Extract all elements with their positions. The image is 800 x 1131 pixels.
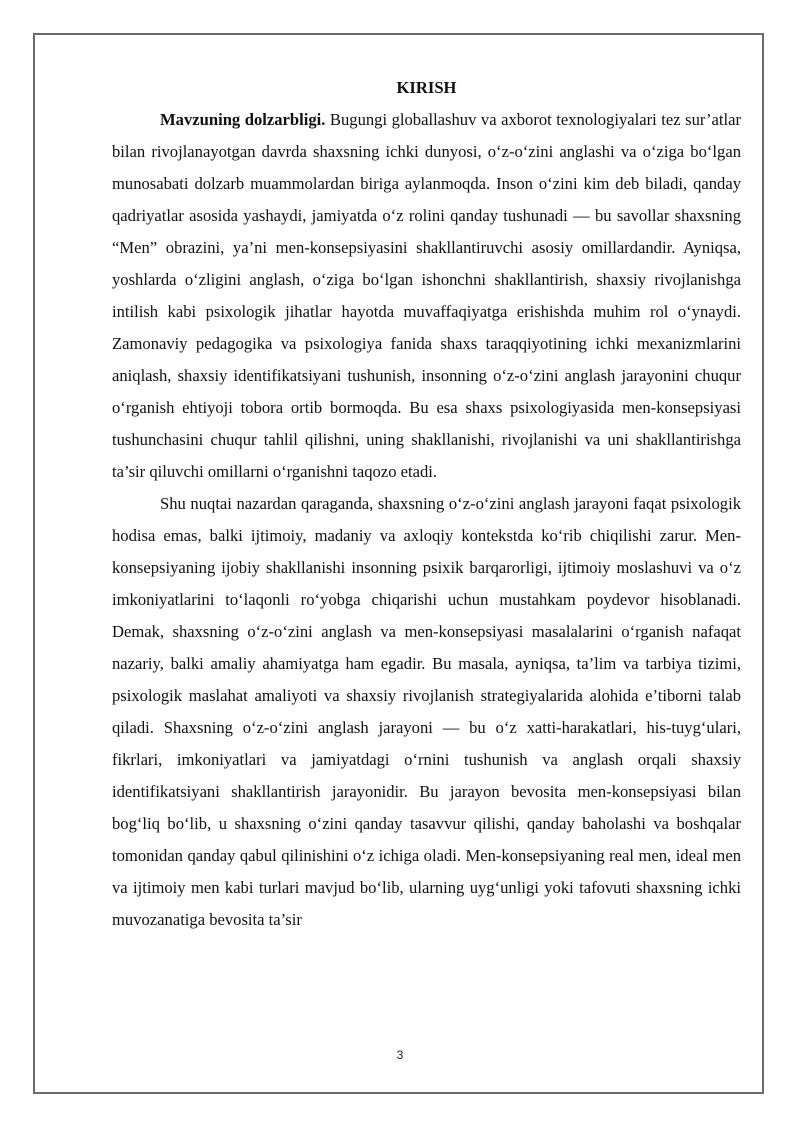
paragraph-self-awareness	[112, 488, 741, 936]
section-heading: KIRISH	[396, 78, 457, 97]
page-number: 3	[396, 1048, 404, 1062]
paragraph-text: Bugungi globallashuv va axborot texnologiyalari tez sur’atlar bilan rivojlanayotgan davrda shaxsning ichki dunyosi, o‘z-o‘zini anglashi va o‘ziga bo‘lgan munosabati dolzarb muammolardan biriga aylanmoqda. Inson o‘zini kim deb biladi, qanday qadriyatlar asosida yashaydi, jamiyatda o‘z rolini qanday tushunadi — bu savollar shaxsning “Men” obrazini, ya’ni men-konsepsiyasini shakllantiruvchi asosiy omillardandir. Ayniqsa, yoshlarda o‘zligini anglash, o‘ziga bo‘lgan ishonchni shakllantirish, shaxsiy rivojlanishga intilish kabi psixologik jihatlar hayotda muvaffaqiyatga erishishda muhim rol o‘ynaydi. Zamonaviy pedagogika va psixologiya fanida shaxs taraqqiyotining ichki mexanizmlarini aniqlash, shaxsiy identifikatsiyani tushunish, insonning o‘z-o‘zini anglash jarayonini chuqur o‘rganish ehtiyoji tobora ortib bormoqda. Bu esa shaxs psixologiyasida men-konsepsiyasi tushunchasini chuqur tahlil qilishni, uning shakllanishi, rivojlanishi va uni shakllantirishga ta’sir qiluvchi omillarni o‘rganishni taqozo etadi.	[112, 110, 742, 481]
document-body	[112, 72, 741, 936]
paragraph-text: Shu nuqtai nazardan qaraganda, shaxsning o‘z-o‘zini anglash jarayoni faqat psixologik hodisa emas, balki ijtimoiy, madaniy va axloqiy kontekstda ko‘rib chiqilishi zarur. Men-konsepsiyaning ijobiy shakllanishi insonning psixik barqarorligi, ijtimoiy moslashuvi va o‘z imkoniyatlarini to‘laqonli ro‘yobga chiqarishi uchun mustahkam poydevor hisoblanadi. Demak, shaxsning o‘z-o‘zini anglash va men-konsepsiyasi masalalarini o‘rganish nafaqat nazariy, balki amaliy ahamiyatga ham egadir. Bu masala, ayniqsa, ta’lim va tarbiya tizimi, psixologik maslahat amaliyoti va shaxsiy rivojlanish strategiyalarida alohida e’tiborni talab qiladi. Shaxsning o‘z-o‘zini anglash jarayoni — bu o‘z xatti-harakatlari, his-tuyg‘ulari, fikrlari, imkoniyatlari va jamiyatdagi o‘rnini tushunish va anglash orqali shaxsiy identifikatsiyani shakllantirish jarayonidir. Bu jarayon bevosita men-konsepsiyasi bilan bog‘liq bo‘lib, u shaxsning o‘zini qanday tasavvur qilishi, qanday baholashi va boshqalar tomonidan qanday qabul qilinishini o‘z ichiga oladi. Men-konsepsiyaning real men, ideal men va ijtimoiy men kabi turlari mavjud bo‘lib, ularning uyg‘unligi yoki tafovuti shaxsning ichki muvozanatiga bevosita ta’sir	[112, 494, 741, 929]
paragraph-lead: Mavzuning dolzarbligi.	[160, 110, 326, 129]
paragraph-relevance	[112, 104, 741, 488]
